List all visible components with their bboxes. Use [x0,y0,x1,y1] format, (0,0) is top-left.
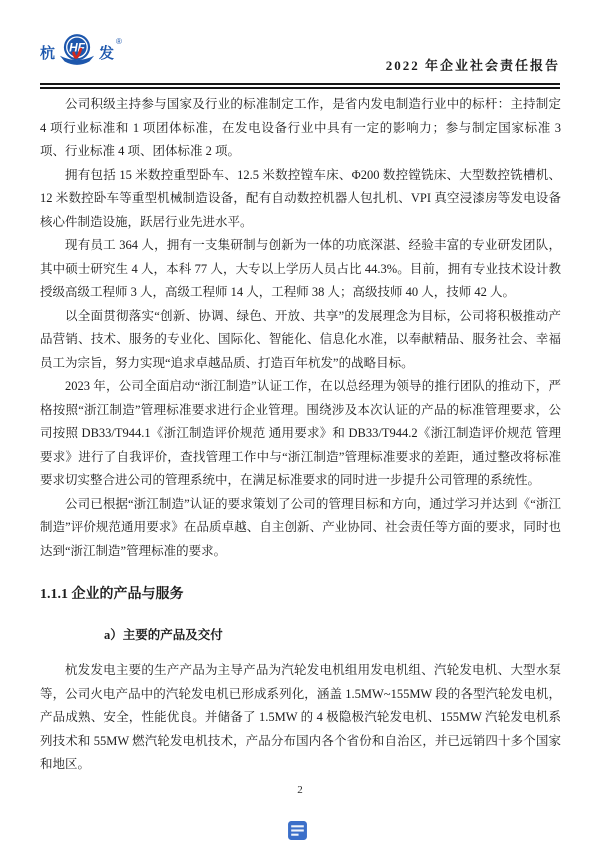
paragraph-management-goals: 公司已根据“浙江制造”认证的要求策划了公司的管理目标和方向，通过学习并达到《“浙江制造”评价规范通用要求》在品质卓越、自主创新、产业协同、社会责任等方面的要求，同时也达到“浙江制造”管理标准的要求。 [40,496,561,558]
subsection-heading: a）主要的产品及交付 [104,628,223,642]
logo-left-char: 杭 [40,44,56,62]
header-divider [40,83,560,89]
paragraph-staff: 现有员工 364 人，拥有一支集研制与创新为一体的功底深湛、经验丰富的专业研发团队，其中硕士研究生 4 人，本科 77 人，大专以上学历人员占比 44.3%。目前，拥有专业技术设计教授级高级工程师 3 人，高级工程师 14 人，工程师 38 人；高级技师 40 人，技师 42 人。 [40,238,561,299]
document-header [40,30,560,76]
note-annotation-icon[interactable] [287,820,308,841]
paragraph-products: 杭发发电主要的生产产品为主导产品为汽轮发电机组用发电机组、汽轮发电机、大型水泵等，公司火电产品中的汽轮发电机已形成系列化，涵盖 1.5MW~155MW 段的各型汽轮发电机，产品成熟、安全，性能优良。并储备了 1.5MW 的 4 极隐极汽轮发电机、155MW 汽轮发电机系列技术和 55MW 燃汽轮发电机技术，产品分布国内各个省份和自治区，并已远销四十多个国家和地区。 [40,663,561,771]
logo-right-char: 发 [99,44,115,62]
paragraph-zhejiang-certification: 2023 年，公司全面启动“浙江制造”认证工作，在以总经理为领导的推行团队的推动下，严格按照“浙江制造”管理标准要求进行企业管理。围绕涉及本次认证的产品的标准管理要求，公司按照 DB33/T944.1《浙江制造评价规范 通用要求》和 DB33/T944.2《浙江制造评价规范 管理要求》进行了自我评价，查找管理工作中与“浙江制造”管理标准要求的差距，通过整改将标准要求切实整合进公司的管理系统中，在满足标准要求的同时进一步提升公司管理的系统性。 [40,379,561,487]
hf-emblem-icon [58,32,96,72]
section-heading: 1.1.1 企业的产品与服务 [40,587,184,602]
document-body [40,93,561,777]
emblem-letters: HF [69,40,85,55]
company-logo [40,32,123,72]
paragraph-development-concept: 以全面贯彻落实“创新、协调、绿色、开放、共享”的发展理念为目标，公司将积极推动产品营销、技术、服务的专业化、国际化、智能化、信息化水准，以奉献精品、服务社会、幸福员工为宗旨，努力实现“追求卓越品质、打造百年杭发”的战略目标。 [40,308,561,370]
paragraph-equipment: 拥有包括 15 米数控重型卧车、12.5 米数控镗车床、Φ200 数控镗铣床、大型数控铣槽机、12 米数控卧车等重型机械制造设备，配有自动数控机器人包扎机、VPI 真空浸漆房等发电设备核心件制造设施，跃居行业先进水平。 [40,167,561,229]
paragraph-standards: 公司积级主持参与国家及行业的标准制定工作，是省内发电制造行业中的标杆：主持制定 4 项行业标准和 1 项团体标准，在发电设备行业中具有一定的影响力；参与制定国家标准 3 项、行业标准 4 项、团体标准 2 项。 [40,97,561,158]
report-title: 2022 年企业社会责任报告 [385,58,560,73]
registered-trademark: ® [116,36,122,46]
page-number: 2 [297,784,303,796]
